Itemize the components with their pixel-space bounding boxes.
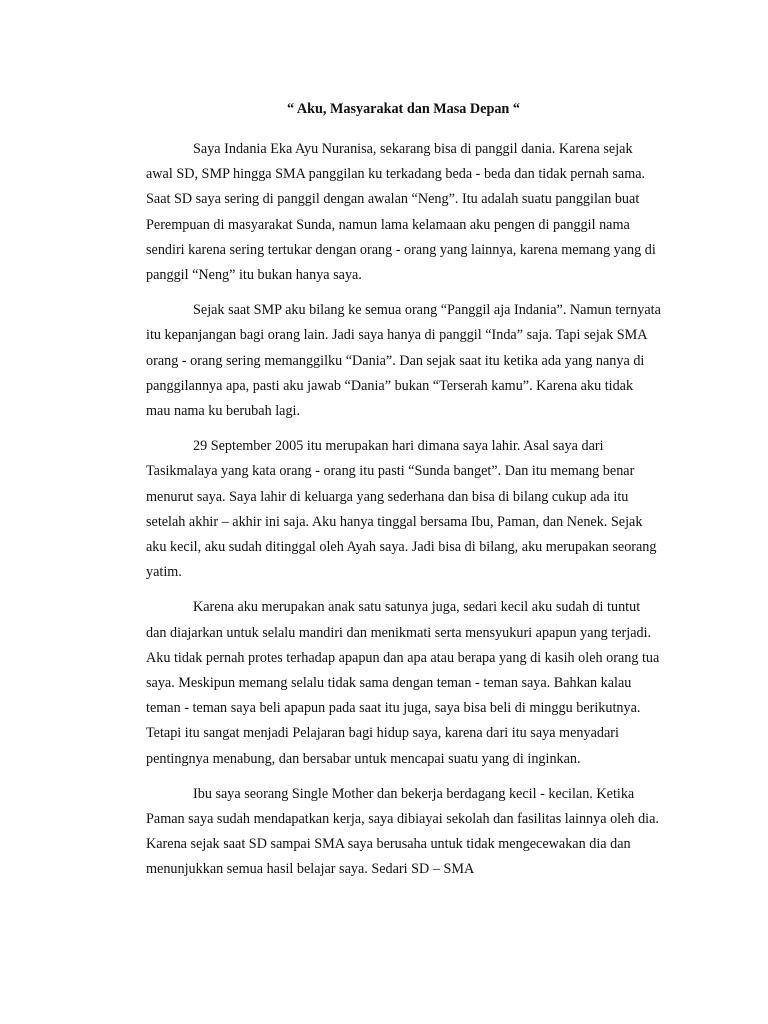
document-title: “ Aku, Masyarakat dan Masa Depan “ — [287, 101, 520, 117]
paragraph-3: 29 September 2005 itu merupakan hari dimana saya lahir. Asal saya dari Tasikmalaya yang kata orang - orang itu pasti “Sunda banget”. Dan itu memang benar menurut saya. Saya lahir di keluarga yang sederhana dan bisa di bilang cukup ada itu setelah akhir – akhir ini saja. Aku hanya tinggal bersama Ibu, Paman, dan Nenek. Sejak aku kecil, aku sudah ditinggal oleh Ayah saya. Jadi bisa di bilang, aku merupakan seorang yatim. — [146, 438, 657, 581]
paragraph-2: Sejak saat SMP aku bilang ke semua orang “Panggil aja Indania”. Namun ternyata itu kepanjangan bagi orang lain. Jadi saya hanya di panggil “Inda” saja. Tapi sejak SMA orang - orang sering memanggilku “Dania”. Dan sejak saat itu ketika ada yang nanya di panggilannya apa, pasti aku jawab “Dania” bukan “Terserah kamu”. Karena aku tidak mau nama ku berubah lagi. — [146, 302, 661, 420]
paragraph-5: Ibu saya seorang Single Mother dan bekerja berdagang kecil - kecilan. Ketika Paman saya sudah mendapatkan kerja, saya dibiayai sekolah dan fasilitas lainnya oleh dia. Karena sejak saat SD sampai SMA saya berusaha untuk tidak mengecewakan dia dan menunjukkan semua hasil belajar saya. Sedari SD – SMA — [146, 785, 659, 878]
paragraph-4: Karena aku merupakan anak satu satunya juga, sedari kecil aku sudah di tuntut dan diajarkan untuk selalu mandiri dan menikmati serta mensyukuri apapun yang terjadi. Aku tidak pernah protes terhadap apapun dan apa atau berapa yang di kasih oleh orang tua saya. Meskipun memang selalu tidak sama dengan teman - teman saya. Bahkan kalau teman - teman saya beli apapun pada saat itu juga, saya bisa beli di minggu berikutnya. Tetapi itu sangat menjadi Pelajaran bagi hidup saya, karena dari itu saya menyadari pentingnya menabung, dan bersabar untuk mencapai suatu yang di inginkan. — [146, 599, 660, 767]
paragraph-1: Saya Indania Eka Ayu Nuranisa, sekarang bisa di panggil dania. Karena sejak awal SD, SMP hingga SMA panggilan ku terkadang beda - beda dan tidak pernah sama. Saat SD saya sering di panggil dengan awalan “Neng”. Itu adalah suatu panggilan buat Perempuan di masyarakat Sunda, namun lama kelamaan aku pengen di panggil nama sendiri karena sering tertukar dengan orang - orang yang lainnya, karena memang yang di panggil “Neng” itu bukan hanya saya. — [146, 141, 656, 284]
document-body — [146, 98, 661, 893]
